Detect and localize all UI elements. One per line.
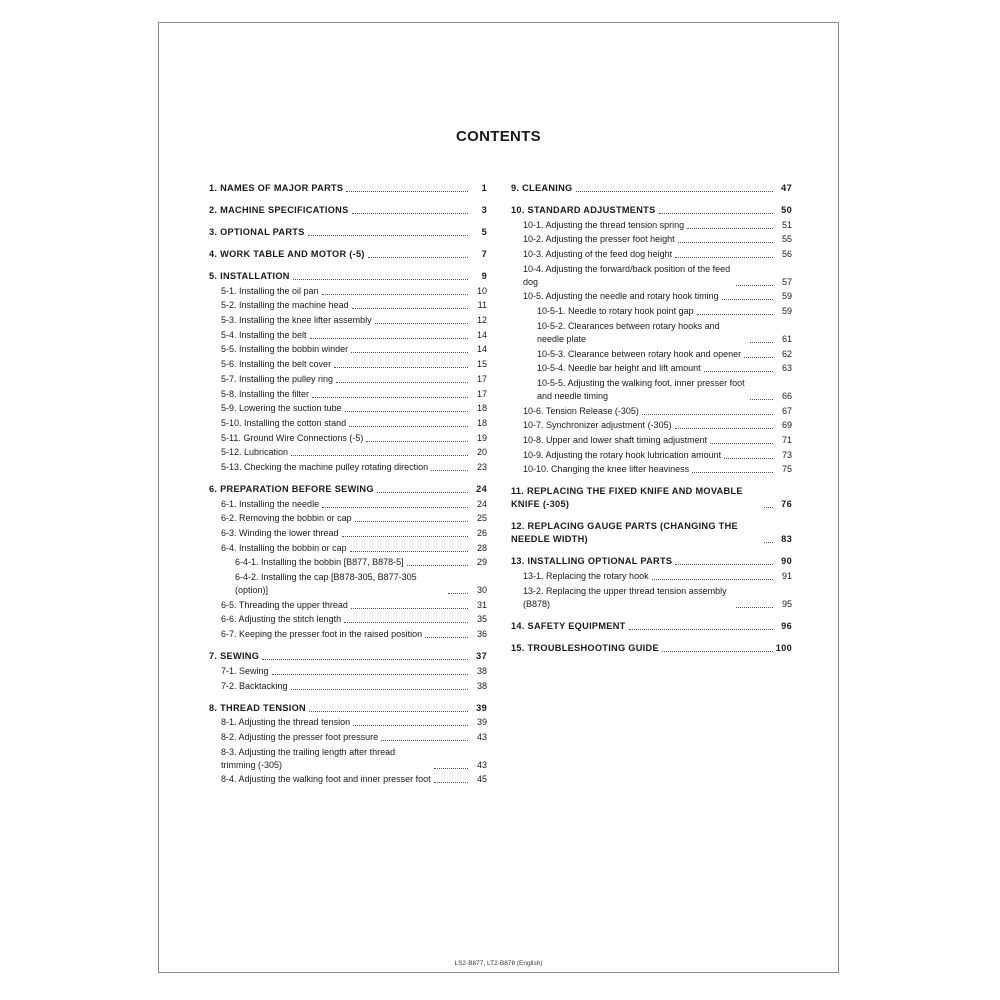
toc-dot-leader — [736, 606, 773, 608]
toc-page-number: 66 — [781, 390, 792, 401]
toc-dot-leader — [687, 227, 773, 229]
toc-dot-leader — [272, 673, 468, 675]
toc-page-number: 76 — [781, 499, 792, 510]
toc-page-number: 9 — [481, 271, 487, 281]
toc-entry-label: 8-1. Adjusting the thread tension — [221, 717, 351, 728]
toc-dot-leader — [375, 322, 468, 324]
toc-section — [209, 650, 487, 692]
toc-section-entry — [511, 642, 792, 655]
toc-dot-leader — [322, 506, 468, 508]
toc-entry-label: 6-1. Installing the needle — [221, 498, 320, 509]
toc-page-number: 18 — [476, 403, 487, 414]
toc-dot-leader — [377, 491, 468, 493]
toc-page-number: 47 — [781, 183, 792, 193]
toc-entry-label: 10-5-5. Adjusting the walking foot, inner presser foot and needle timing — [537, 377, 745, 401]
toc-subsection-entry — [511, 377, 792, 403]
toc-entry-label: 5-12. Lubrication — [221, 447, 289, 458]
toc-dot-leader — [345, 410, 468, 412]
toc-dot-leader — [692, 471, 773, 473]
toc-page-number: 19 — [476, 432, 487, 443]
toc-entry-label: 6-7. Keeping the presser foot in the raised position — [221, 629, 423, 640]
toc-dot-leader — [309, 710, 468, 712]
toc-page-number: 24 — [476, 483, 487, 494]
toc-entry-label: 5-5. Installing the bobbin winder — [221, 344, 349, 355]
toc-page-number: 61 — [781, 333, 792, 344]
toc-page-number: 24 — [476, 498, 487, 509]
toc-subsection-entry — [209, 731, 487, 744]
toc-dot-leader — [697, 313, 773, 315]
toc-entry-label: 2. MACHINE SPECIFICATIONS — [209, 205, 349, 215]
toc-dot-leader — [351, 607, 468, 609]
toc-dot-leader — [312, 396, 468, 398]
toc-page-number: 38 — [476, 665, 487, 676]
toc-subsection-entry — [209, 314, 487, 327]
toc-entry-label: 10-2. Adjusting the presser foot height — [523, 234, 675, 245]
toc-dot-leader — [675, 563, 773, 565]
toc-subsection-entry — [209, 373, 487, 386]
toc-page-number: 7 — [481, 249, 487, 259]
toc-section — [209, 248, 487, 261]
toc-page-number: 43 — [476, 731, 487, 742]
toc-dot-leader — [353, 724, 468, 726]
toc-section — [209, 226, 487, 239]
toc-page-number: 95 — [781, 598, 792, 609]
toc-subsection-entry — [511, 362, 792, 375]
toc-page-number: 29 — [476, 557, 487, 568]
toc-subsection-entry — [511, 320, 792, 346]
toc-entry-label: 10-3. Adjusting of the feed dog height — [523, 249, 673, 260]
toc-subsection-entry — [511, 463, 792, 476]
toc-page-number: 30 — [476, 585, 487, 596]
toc-subsection-entry — [209, 498, 487, 511]
toc-dot-leader — [336, 381, 468, 383]
toc-column-left — [209, 182, 487, 795]
toc-page-number: 69 — [781, 420, 792, 431]
toc-subsection-entry — [511, 405, 792, 418]
toc-dot-leader — [678, 241, 773, 243]
toc-page-number: 39 — [476, 717, 487, 728]
toc-dot-leader — [342, 535, 468, 537]
toc-entry-label: 6-6. Adjusting the stitch length — [221, 614, 342, 625]
toc-entry-label: 12. REPLACING GAUGE PARTS (CHANGING THE NEEDLE WIDTH) — [511, 521, 738, 545]
toc-dot-leader — [334, 366, 468, 368]
toc-dot-leader — [659, 212, 773, 214]
toc-entry-label: 10-4. Adjusting the forward/back position of the feed dog — [523, 263, 731, 287]
toc-entry-label: 10. STANDARD ADJUSTMENTS — [511, 205, 656, 215]
toc-page-number: 23 — [476, 461, 487, 472]
toc-entry-label: 5-2. Installing the machine head — [221, 300, 349, 311]
toc-entry-label: 5-7. Installing the pulley ring — [221, 373, 334, 384]
toc-page-number: 50 — [781, 205, 792, 215]
toc-entry-label: 6-2. Removing the bobbin or cap — [221, 513, 352, 524]
toc-page-number: 83 — [781, 534, 792, 545]
toc-entry-label: 5-6. Installing the belt cover — [221, 359, 332, 370]
toc-section — [209, 182, 487, 195]
toc-entry-label: 8-4. Adjusting the walking foot and inner presser foot — [221, 774, 431, 785]
toc-subsection-entry — [209, 358, 487, 371]
toc-dot-leader — [425, 636, 468, 638]
toc-section — [511, 182, 792, 195]
toc-page-number: 14 — [476, 329, 487, 340]
toc-subsection-entry — [209, 388, 487, 401]
toc-entry-label: 6-5. Threading the upper thread — [221, 599, 348, 610]
toc-section-entry — [511, 555, 792, 568]
toc-entry-label: 5-4. Installing the belt — [221, 329, 307, 340]
toc-dot-leader — [764, 541, 773, 543]
toc-dot-leader — [750, 341, 773, 343]
toc-subsection-entry — [511, 419, 792, 432]
toc-entry-label: 10-8. Upper and lower shaft timing adjustment — [523, 434, 708, 445]
toc-page-number: 11 — [477, 300, 487, 311]
toc-page-number: 12 — [476, 315, 487, 326]
toc-dot-leader — [350, 550, 468, 552]
toc-dot-leader — [710, 442, 773, 444]
toc-dot-leader — [642, 413, 773, 415]
toc-entry-label: 10-6. Tension Release (-305) — [523, 405, 639, 416]
toc-page-number: 17 — [476, 373, 487, 384]
toc-page-number: 59 — [781, 291, 792, 302]
toc-subsection-entry — [209, 461, 487, 474]
toc-dot-leader — [291, 688, 468, 690]
toc-page-number: 5 — [481, 227, 487, 237]
toc-subsection-entry — [511, 305, 792, 318]
toc-dot-leader — [351, 351, 468, 353]
toc-dot-leader — [724, 457, 773, 459]
toc-entry-label: 10-5. Adjusting the needle and rotary hook timing — [523, 291, 719, 302]
toc-section-entry — [209, 702, 487, 715]
toc-page-number: 55 — [781, 234, 792, 245]
toc-page-number: 73 — [781, 449, 792, 460]
toc-subsection-entry — [209, 343, 487, 356]
toc-dot-leader — [352, 212, 468, 214]
toc-page-number: 36 — [476, 629, 487, 640]
toc-dot-leader — [736, 284, 773, 286]
toc-page-number: 43 — [476, 759, 487, 770]
toc-page-number: 39 — [476, 702, 487, 713]
toc-dot-leader — [291, 454, 468, 456]
toc-page-number: 37 — [476, 651, 487, 662]
toc-page-number: 56 — [781, 249, 792, 260]
toc-page-number: 63 — [781, 363, 792, 374]
toc-entry-label: 13-1. Replacing the rotary hook — [523, 571, 649, 581]
toc-page-number: 100 — [775, 642, 792, 653]
toc-entry-label: 10-5-1. Needle to rotary hook point gap — [537, 306, 694, 317]
toc-dot-leader — [368, 256, 468, 258]
toc-dot-leader — [308, 234, 468, 236]
toc-entry-label: 7-1. Sewing — [221, 665, 269, 676]
toc-entry-label: 10-9. Adjusting the rotary hook lubrication amount — [523, 449, 722, 460]
toc-section — [511, 520, 792, 546]
toc-section — [511, 620, 792, 633]
toc-entry-label: 6-4. Installing the bobbin or cap — [221, 542, 347, 553]
toc-section-entry — [511, 182, 792, 195]
toc-dot-leader — [434, 767, 468, 769]
toc-page-number: 96 — [781, 620, 792, 631]
toc-subsection-entry — [511, 348, 792, 361]
toc-entry-label: 5-9. Lowering the suction tube — [221, 403, 342, 414]
toc-subsection-entry — [511, 449, 792, 462]
toc-dot-leader — [344, 621, 468, 623]
toc-dot-leader — [407, 564, 468, 566]
toc-entry-label: 6-3. Winding the lower thread — [221, 528, 339, 538]
toc-page-number: 17 — [476, 388, 487, 399]
toc-subsection-entry — [209, 299, 487, 312]
toc-subsection-entry — [511, 219, 792, 232]
toc-dot-leader — [750, 398, 773, 400]
toc-section-entry — [209, 204, 487, 217]
toc-subsection-entry — [209, 402, 487, 415]
toc-section-entry — [209, 483, 487, 496]
toc-entry-label: 6-4-2. Installing the cap [B878-305, B877-305 (option)] — [235, 572, 417, 596]
toc-subsection-entry — [209, 571, 487, 597]
toc-page-number: 71 — [781, 434, 792, 445]
toc-dot-leader — [434, 781, 468, 783]
toc-section-entry — [209, 650, 487, 663]
toc-entry-label: 1. NAMES OF MAJOR PARTS — [209, 183, 344, 193]
page-footer: LS2-B877, LT2-B878 (English) — [454, 960, 543, 967]
toc-dot-leader — [366, 440, 468, 442]
toc-entry-label: 10-10. Changing the knee lifter heaviness — [523, 464, 690, 475]
toc-entry-label: 10-7. Synchronizer adjustment (-305) — [523, 420, 672, 431]
toc-dot-leader — [675, 256, 773, 258]
toc-dot-leader — [764, 506, 773, 508]
toc-page-number: 20 — [476, 447, 487, 458]
toc-dot-leader — [310, 337, 468, 339]
toc-entry-label: 5-8. Installing the filter — [221, 388, 310, 399]
toc-section-entry — [209, 248, 487, 261]
toc-dot-leader — [704, 370, 773, 372]
toc-subsection-entry — [209, 527, 487, 540]
toc-entry-label: 10-1. Adjusting the thread tension spring — [523, 219, 685, 230]
toc-section-entry — [209, 270, 487, 283]
toc-entry-label: 5-1. Installing the oil pan — [221, 285, 319, 296]
toc-dot-leader — [355, 520, 468, 522]
toc-section — [209, 270, 487, 474]
toc-subsection-entry — [511, 585, 792, 611]
toc-page-number: 51 — [781, 219, 792, 230]
toc-subsection-entry — [209, 285, 487, 298]
toc-entry-label: 5-13. Checking the machine pulley rotating direction — [221, 461, 429, 472]
toc-subsection-entry — [209, 773, 487, 786]
toc-subsection-entry — [511, 570, 792, 583]
toc-subsection-entry — [209, 628, 487, 641]
toc-subsection-entry — [209, 680, 487, 693]
toc-entry-label: 11. REPLACING THE FIXED KNIFE AND MOVABLE KNIFE (-305) — [511, 486, 743, 510]
toc-page-number: 38 — [476, 680, 487, 691]
toc-section — [209, 702, 487, 787]
toc-page-number: 15 — [476, 359, 487, 370]
toc-subsection-entry — [209, 417, 487, 430]
toc-entry-label: 10-5-3. Clearance between rotary hook and opener — [537, 348, 742, 359]
toc-subsection-entry — [511, 290, 792, 303]
toc-section — [209, 483, 487, 641]
toc-entry-label: 5. INSTALLATION — [209, 271, 290, 281]
toc-page-number: 45 — [476, 774, 487, 785]
toc-page-number: 31 — [476, 599, 487, 610]
toc-entry-label: 9. CLEANING — [511, 183, 573, 193]
toc-page-number: 3 — [481, 205, 487, 215]
toc-entry-label: 15. TROUBLESHOOTING GUIDE — [511, 642, 659, 653]
toc-dot-leader — [349, 425, 468, 427]
toc-page-number: 26 — [476, 528, 487, 538]
toc-page-number: 25 — [476, 513, 487, 524]
toc-dot-leader — [675, 427, 773, 429]
toc-subsection-entry — [209, 599, 487, 612]
toc-entry-label: 6-4-1. Installing the bobbin [B877, B878-5] — [235, 557, 404, 568]
toc-entry-label: 5-10. Installing the cotton stand — [221, 417, 347, 428]
toc-entry-label: 3. OPTIONAL PARTS — [209, 227, 305, 237]
toc-dot-leader — [381, 739, 468, 741]
toc-dot-leader — [448, 592, 468, 594]
toc-entry-label: 6. PREPARATION BEFORE SEWING — [209, 483, 374, 494]
toc-dot-leader — [629, 628, 773, 630]
toc-entry-label: 7. SEWING — [209, 651, 260, 662]
toc-subsection-entry — [511, 248, 792, 261]
toc-dot-leader — [744, 356, 773, 358]
toc-dot-leader — [652, 578, 773, 580]
toc-subsection-entry — [209, 716, 487, 729]
toc-subsection-entry — [209, 556, 487, 569]
toc-page-number: 91 — [781, 571, 792, 581]
toc-page-number: 67 — [781, 405, 792, 416]
toc-subsection-entry — [511, 263, 792, 289]
toc-dot-leader — [431, 469, 468, 471]
toc-subsection-entry — [209, 329, 487, 342]
toc-subsection-entry — [209, 512, 487, 525]
toc-dot-leader — [322, 293, 468, 295]
toc-subsection-entry — [209, 432, 487, 445]
toc-entry-label: 8-2. Adjusting the presser foot pressure — [221, 731, 379, 742]
toc-section-entry — [511, 204, 792, 217]
toc-entry-label: 13. INSTALLING OPTIONAL PARTS — [511, 556, 673, 567]
toc-section-entry — [511, 620, 792, 633]
toc-dot-leader — [346, 190, 468, 192]
toc-page-number: 14 — [476, 344, 487, 355]
toc-entry-label: 8-3. Adjusting the trailing length after thread trimming (-305) — [221, 746, 396, 770]
toc-section — [511, 204, 792, 476]
toc-entry-label: 4. WORK TABLE AND MOTOR (-5) — [209, 249, 365, 259]
toc-subsection-entry — [209, 613, 487, 626]
toc-section-entry — [511, 520, 792, 546]
toc-entry-label: 10-5-2. Clearances between rotary hooks and needle plate — [537, 320, 720, 344]
toc-entry-label: 5-3. Installing the knee lifter assembly — [221, 315, 372, 326]
toc-section — [511, 485, 792, 511]
toc-section — [511, 555, 792, 610]
document-page — [158, 22, 839, 973]
toc-subsection-entry — [209, 446, 487, 459]
toc-dot-leader — [262, 658, 468, 660]
toc-page-number: 59 — [781, 306, 792, 317]
toc-dot-leader — [662, 650, 773, 652]
toc-page-number: 10 — [476, 285, 487, 296]
toc-section — [209, 204, 487, 217]
toc-page-number: 1 — [481, 183, 487, 193]
toc-subsection-entry — [209, 665, 487, 678]
toc-subsection-entry — [511, 434, 792, 447]
toc-page-number: 28 — [476, 542, 487, 553]
toc-entry-label: 8. THREAD TENSION — [209, 702, 306, 713]
toc-dot-leader — [576, 190, 774, 192]
toc-section — [511, 642, 792, 655]
toc-page-number: 35 — [476, 614, 487, 625]
toc-subsection-entry — [209, 542, 487, 555]
toc-subsection-entry — [511, 233, 792, 246]
toc-page-number: 62 — [781, 348, 792, 359]
toc-dot-leader — [352, 307, 468, 309]
toc-section-entry — [511, 485, 792, 511]
toc-page-number: 90 — [781, 556, 792, 567]
toc-entry-label: 5-11. Ground Wire Connections (-5) — [221, 432, 364, 443]
toc-entry-label: 7-2. Backtacking — [221, 680, 288, 691]
toc-entry-label: 10-5-4. Needle bar height and lift amount — [537, 363, 701, 374]
toc-page-number: 75 — [781, 464, 792, 475]
toc-dot-leader — [293, 278, 468, 280]
toc-column-right — [511, 182, 792, 664]
toc-dot-leader — [722, 298, 773, 300]
toc-subsection-entry — [209, 746, 487, 772]
toc-page-number: 18 — [476, 417, 487, 428]
toc-page-number: 57 — [781, 276, 792, 287]
toc-entry-label: 13-2. Replacing the upper thread tension assembly (B878) — [523, 585, 727, 609]
toc-section-entry — [209, 226, 487, 239]
toc-entry-label: 14. SAFETY EQUIPMENT — [511, 620, 626, 631]
toc-section-entry — [209, 182, 487, 195]
page-title: CONTENTS — [456, 128, 541, 145]
